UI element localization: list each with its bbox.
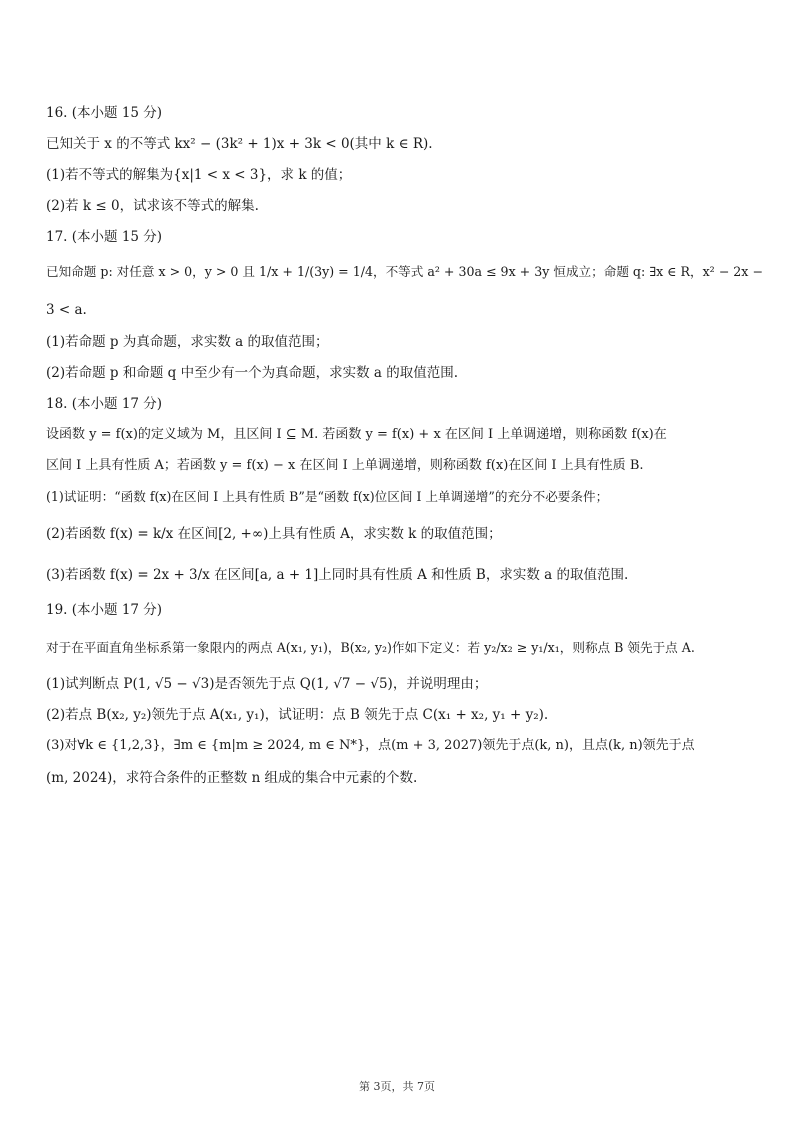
page-footer: 第 3页，共 7页 bbox=[359, 1080, 435, 1093]
q19-stem: 对于在平面直角坐标系第一象限内的两点 A(x₁, y₁)，B(x₂, y₂)作如下定义：若 y₂/x₂ ≥ y₁/x₁，则称点 B 领先于点 A. bbox=[46, 640, 695, 655]
q18-part2: (2)若函数 f(x) = k/x 在区间[2, +∞)上具有性质 A，求实数 k 的取值范围； bbox=[46, 526, 502, 542]
q19-part2: (2)若点 B(x₂, y₂)领先于点 A(x₁, y₁)，试证明：点 B 领先于点 C(x₁ + x₂, y₁ + y₂). bbox=[46, 707, 549, 723]
q18-part1: (1)试证明：“函数 f(x)在区间 I 上具有性质 B”是“函数 f(x)位区间 I 上单调递增”的充分不必要条件； bbox=[46, 489, 609, 504]
q17-stem-line2: 3 < a. bbox=[46, 302, 87, 318]
q17-stem-line1: 已知命题 p: 对任意 x > 0，y > 0 且 1/x + 1/(3y) = 1/4，不等式 a² + 30a ≤ 9x + 3y 恒成立；命题 q: ∃x ∈ R，x² − 2x − bbox=[46, 264, 763, 279]
q17-part1: (1)若命题 p 为真命题，求实数 a 的取值范围； bbox=[46, 334, 329, 350]
q16-part1: (1)若不等式的解集为{x|1 < x < 3}，求 k 的值； bbox=[46, 167, 352, 183]
q18-header: 18. (本小题 17 分) bbox=[46, 396, 163, 412]
q19-part3-line2: (m, 2024)，求符合条件的正整数 n 组成的集合中元素的个数. bbox=[46, 770, 418, 786]
q18-part3: (3)若函数 f(x) = 2x + 3/x 在区间[a, a + 1]上同时具有性质 A 和性质 B，求实数 a 的取值范围. bbox=[46, 567, 629, 583]
q19-header: 19. (本小题 17 分) bbox=[46, 602, 163, 618]
q17-header: 17. (本小题 15 分) bbox=[46, 229, 163, 245]
q19-part3-line1: (3)对∀k ∈ {1,2,3}，∃m ∈ {m|m ≥ 2024, m ∈ N*}，点(m + 3, 2027)领先于点(k, n)，且点(k, n)领先于点 bbox=[46, 738, 695, 753]
q18-stem-line2: 区间 I 上具有性质 A；若函数 y = f(x) − x 在区间 I 上单调递增，则称函数 f(x)在区间 I 上具有性质 B. bbox=[46, 458, 644, 473]
q16-part2: (2)若 k ≤ 0，试求该不等式的解集. bbox=[46, 198, 259, 214]
q16-header: 16. (本小题 15 分) bbox=[46, 105, 163, 121]
q16-stem: 已知关于 x 的不等式 kx² − (3k² + 1)x + 3k < 0(其中 k ∈ R). bbox=[46, 136, 433, 152]
q18-stem-line1: 设函数 y = f(x)的定义域为 M，且区间 I ⊆ M. 若函数 y = f(x) + x 在区间 I 上单调递增，则称函数 f(x)在 bbox=[46, 427, 667, 442]
q17-part2: (2)若命题 p 和命题 q 中至少有一个为真命题，求实数 a 的取值范围. bbox=[46, 365, 458, 381]
q19-part1: (1)试判断点 P(1, √5 − √3)是否领先于点 Q(1, √7 − √5)，并说明理由； bbox=[46, 676, 488, 692]
